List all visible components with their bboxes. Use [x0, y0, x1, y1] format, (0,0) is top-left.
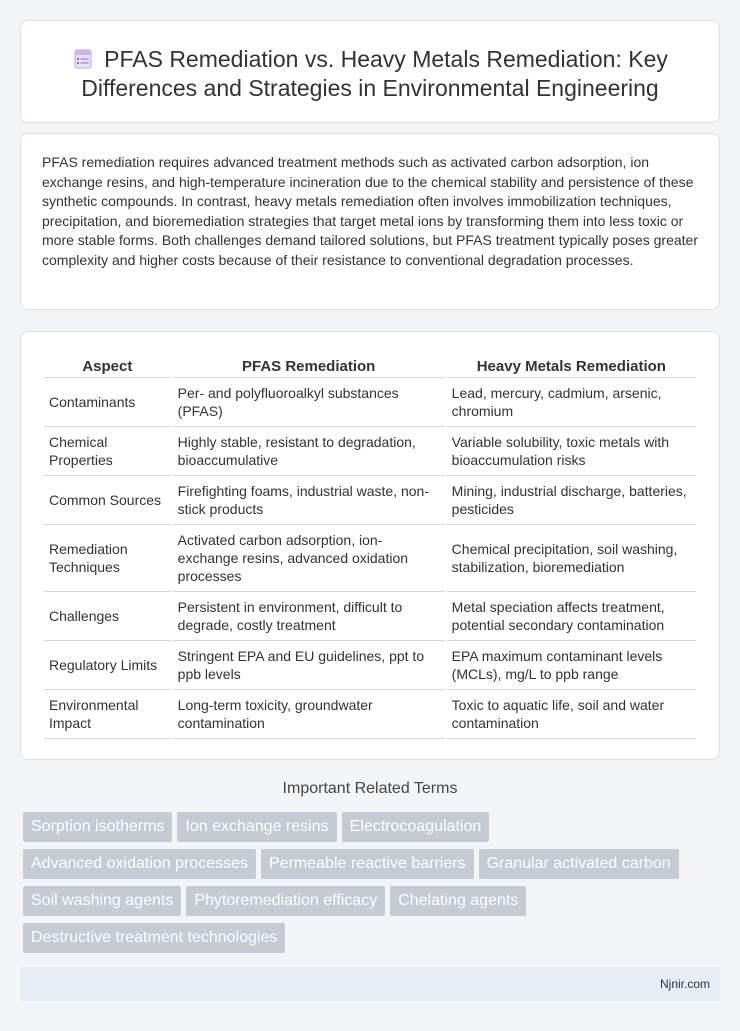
column-header: Aspect	[44, 352, 171, 378]
document-icon	[72, 48, 94, 70]
heavy-metals-cell: Variable solubility, toxic metals with bioaccumulation risks	[447, 427, 696, 476]
pfas-cell: Highly stable, resistant to degradation, bioaccumulative	[173, 427, 445, 476]
aspect-cell: Environmental Impact	[44, 690, 171, 739]
page-title	[51, 45, 689, 103]
table-row	[44, 476, 696, 525]
table-row	[44, 525, 696, 592]
column-header: PFAS Remediation	[173, 352, 445, 378]
heavy-metals-cell: Toxic to aquatic life, soil and water contamination	[447, 690, 696, 739]
related-term-tag[interactable]: Advanced oxidation processes	[23, 849, 256, 879]
page-title-text: PFAS Remediation vs. Heavy Metals Remediation: Key Differences and Strategies in Environmental Engineering	[81, 46, 668, 101]
comparison-table-card	[20, 331, 720, 760]
comparison-table	[42, 352, 698, 739]
related-term-tag[interactable]: Soil washing agents	[23, 886, 181, 916]
aspect-cell: Common Sources	[44, 476, 171, 525]
table-header-row	[44, 352, 696, 378]
aspect-cell: Challenges	[44, 592, 171, 641]
pfas-cell: Firefighting foams, industrial waste, non-stick products	[173, 476, 445, 525]
heavy-metals-cell: Lead, mercury, cadmium, arsenic, chromium	[447, 378, 696, 427]
related-term-tag[interactable]: Destructive treatment technologies	[23, 923, 285, 953]
related-terms-list	[23, 812, 703, 960]
related-term-tag[interactable]: Phytoremediation efficacy	[186, 886, 385, 916]
heavy-metals-cell: EPA maximum contaminant levels (MCLs), mg/L to ppb range	[447, 641, 696, 690]
related-term-tag[interactable]: Ion exchange resins	[177, 812, 336, 842]
pfas-cell: Persistent in environment, difficult to degrade, costly treatment	[173, 592, 445, 641]
summary-text: PFAS remediation requires advanced treatment methods such as activated carbon adsorption, ion exchange resins, and high-temperature incineration due to the chemical stability and persistence of these synthetic compounds. In contrast, heavy metals remediation often involves immobilization techniques, precipitation, and bioremediation strategies that target metal ions by transforming them into less toxic or more stable forms. Both challenges demand tailored solutions, but PFAS treatment typically poses greater complexity and higher costs because of their resistance to conventional degradation processes.	[42, 154, 699, 268]
footer-site-link[interactable]: Njnir.com	[659, 977, 710, 991]
column-header: Heavy Metals Remediation	[447, 352, 696, 378]
related-term-tag[interactable]: Granular activated carbon	[479, 849, 679, 879]
related-term-tag[interactable]: Permeable reactive barriers	[261, 849, 474, 879]
table-row	[44, 690, 696, 739]
related-term-tag[interactable]: Sorption isotherms	[23, 812, 172, 842]
aspect-cell: Contaminants	[44, 378, 171, 427]
table-row	[44, 641, 696, 690]
pfas-cell: Long-term toxicity, groundwater contamination	[173, 690, 445, 739]
pfas-cell: Activated carbon adsorption, ion-exchange resins, advanced oxidation processes	[173, 525, 445, 592]
related-term-tag[interactable]: Electrocoagulation	[342, 812, 490, 842]
table-row	[44, 427, 696, 476]
footer	[20, 967, 720, 1001]
summary-card	[20, 133, 720, 310]
title-card	[20, 20, 720, 123]
heavy-metals-cell: Mining, industrial discharge, batteries, pesticides	[447, 476, 696, 525]
heavy-metals-cell: Chemical precipitation, soil washing, stabilization, bioremediation	[447, 525, 696, 592]
table-row	[44, 378, 696, 427]
related-term-tag[interactable]: Chelating agents	[390, 886, 526, 916]
pfas-cell: Per- and polyfluoroalkyl substances (PFAS)	[173, 378, 445, 427]
aspect-cell: Remediation Techniques	[44, 525, 171, 592]
table-row	[44, 592, 696, 641]
pfas-cell: Stringent EPA and EU guidelines, ppt to ppb levels	[173, 641, 445, 690]
related-terms-heading: Important Related Terms	[282, 780, 458, 797]
aspect-cell: Regulatory Limits	[44, 641, 171, 690]
aspect-cell: Chemical Properties	[44, 427, 171, 476]
heavy-metals-cell: Metal speciation affects treatment, potential secondary contamination	[447, 592, 696, 641]
